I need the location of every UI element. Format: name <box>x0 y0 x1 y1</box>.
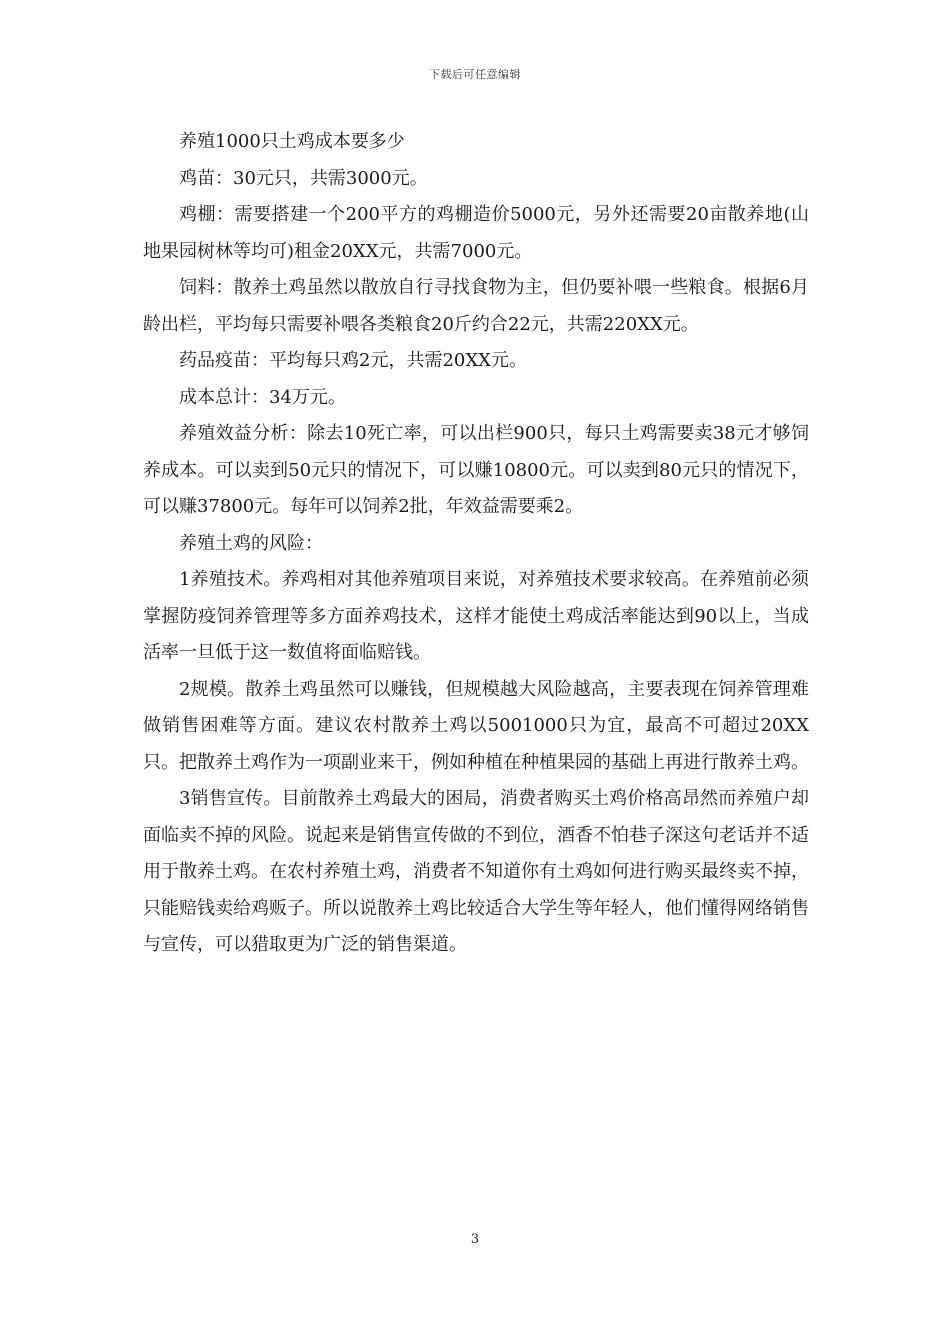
paragraph-risk-scale: 2规模。散养土鸡虽然可以赚钱，但规模越大风险越高，主要表现在饲养管理难做销售困难等方面。建议农村散养土鸡以5001000只为宜，最高不可超过20XX只。把散养土鸡作为一项副业来干，例如种植在种植果园的基础上再进行散养土鸡。 <box>143 678 809 773</box>
paragraph-risk-technique: 1养殖技术。养鸡相对其他养殖项目来说，对养殖技术要求较高。在养殖前必须掌握防疫饲养管理等多方面养鸡技术，这样才能使土鸡成活率能达到90以上，当成活率一旦低于这一数值将面临赔钱。 <box>143 569 809 663</box>
paragraph-total-cost: 成本总计：34万元。 <box>179 386 346 408</box>
page-number: 3 <box>470 1232 480 1247</box>
paragraph-chick-cost: 鸡苗：30元只，共需3000元。 <box>179 167 428 189</box>
paragraph-title: 养殖1000只土鸡成本要多少 <box>179 131 405 152</box>
paragraph-risk-heading: 养殖土鸡的风险： <box>179 532 323 554</box>
paragraph-coop-cost: 鸡棚：需要搭建一个200平方的鸡棚造价5000元，另外还需要20亩散养地(山地果园树林等均可)租金20XX元，共需7000元。 <box>143 204 809 262</box>
paragraph-feed-cost: 饲料：散养土鸡虽然以散放自行寻找食物为主，但仍要补喂一些粮食。根据6月龄出栏，平均每只需要补喂各类粮食20斤约合22元，共需220XX元。 <box>143 277 809 335</box>
paragraph-risk-sales: 3销售宣传。目前散养土鸡最大的困局，消费者购买土鸡价格高昂然而养殖户却面临卖不掉的风险。说起来是销售宣传做的不到位，酒香不怕巷子深这句老话并不适用于散养土鸡。在农村养殖土鸡，消费者不知道你有土鸡如何进行购买最终卖不掉，只能赔钱卖给鸡贩子。所以说散养土鸡比较适合大学生等年轻人，他们懂得网络销售与宣传，可以猎取更为广泛的销售渠道。 <box>143 788 809 955</box>
paragraph-vaccine-cost: 药品疫苗：平均每只鸡2元，共需20XX元。 <box>179 350 527 371</box>
paragraph-benefit-analysis: 养殖效益分析：除去10死亡率，可以出栏900只，每只土鸡需要卖38元才够饲养成本。可以卖到50元只的情况下，可以赚10800元。可以卖到80元只的情况下，可以赚37800元。每年可以饲养2批，年效益需要乘2。 <box>143 423 809 517</box>
page-header: 下载后可任意编辑 <box>429 68 521 81</box>
document-body <box>143 124 809 964</box>
